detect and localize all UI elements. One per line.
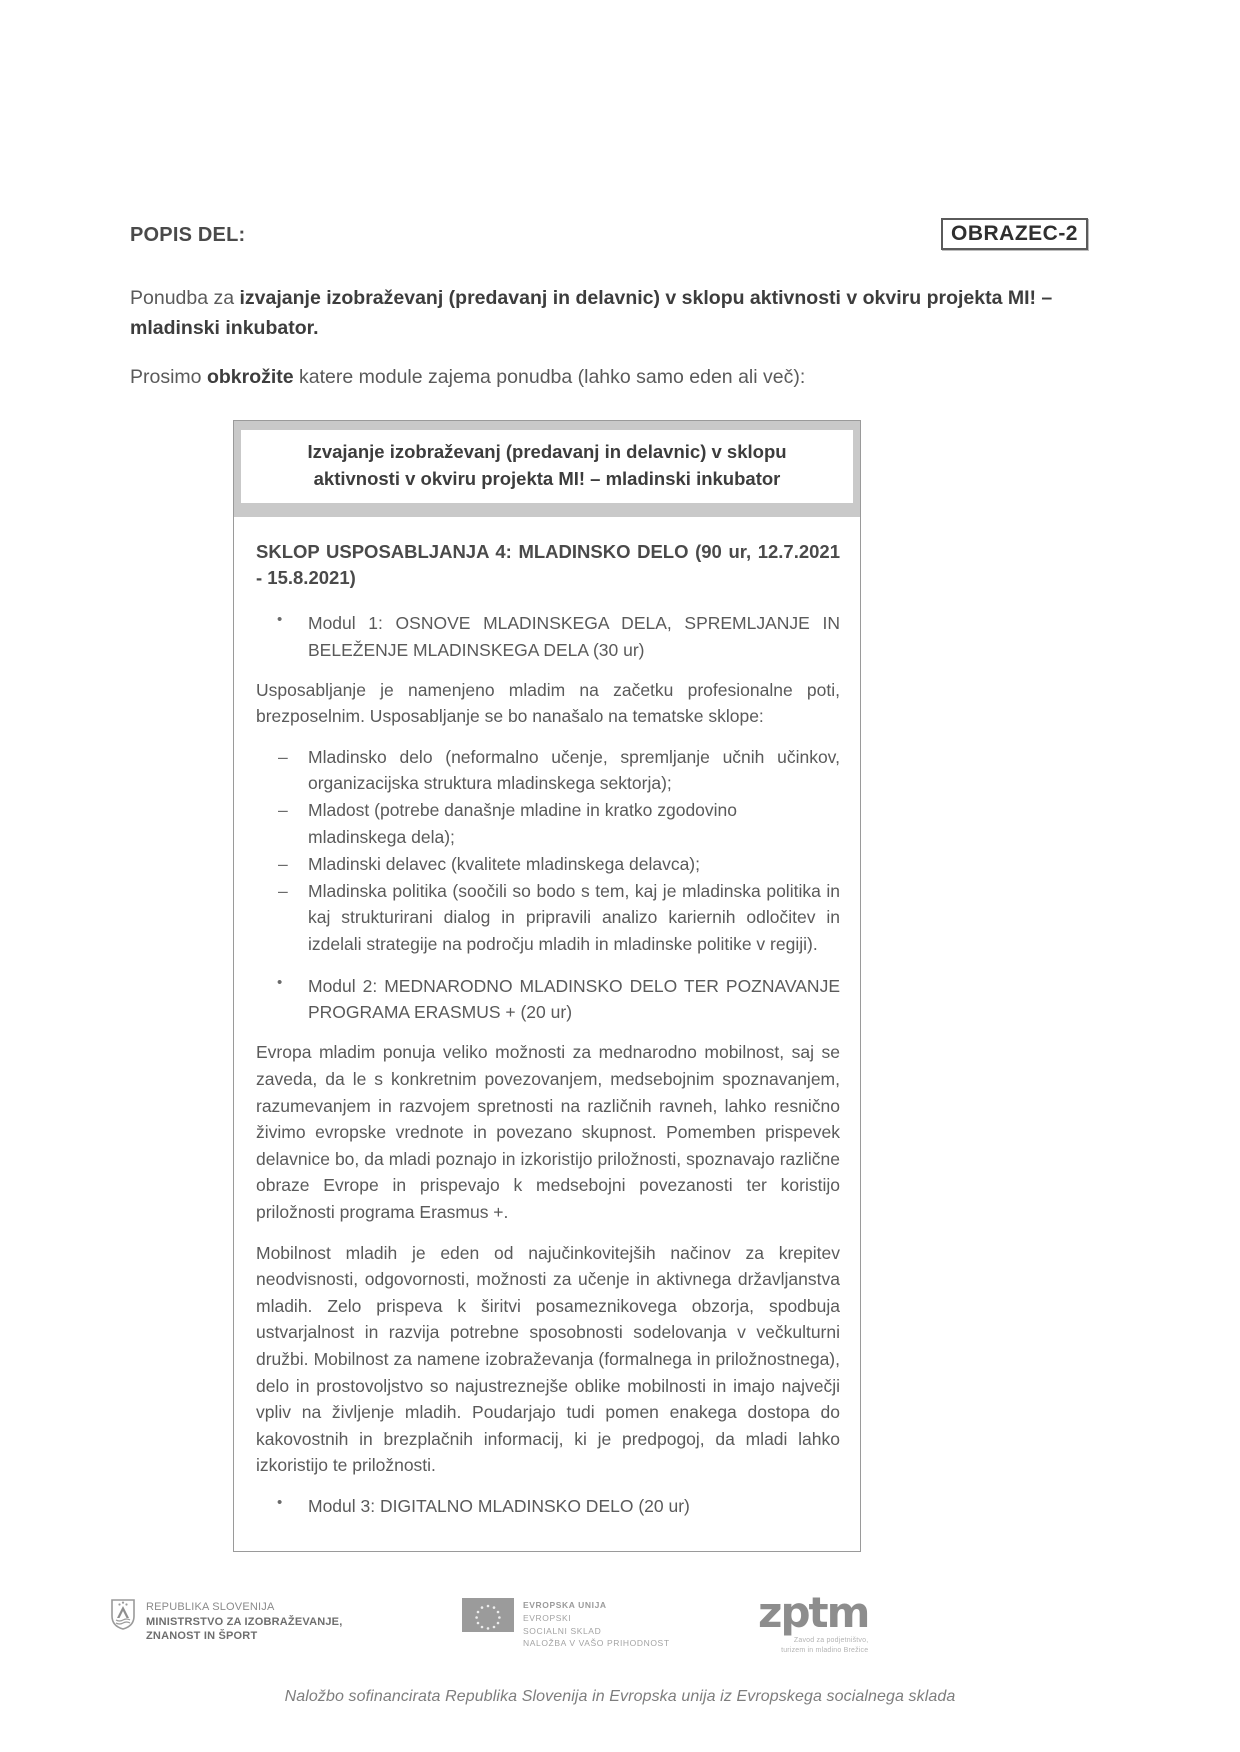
ministry-line-3: ZNANOST IN ŠPORT <box>146 1630 258 1643</box>
form-badge-wrap <box>941 218 1088 250</box>
module-list-1 <box>256 610 840 663</box>
intro-paragraph <box>130 283 1070 343</box>
instruction-paragraph <box>130 363 1070 392</box>
intro-bold: izvajanje izobraževanj (predavanj in delavnic) v sklopu aktivnosti v okviru projekta MI! – mladinski inkubator. <box>130 287 1053 340</box>
sklop-title: SKLOP USPOSABLJANJA 4: MLADINSKO DELO (90 ur, 12.7.2021 - 15.8.2021) <box>256 540 840 589</box>
topic-item: – Mladinsko delo (neformalno učenje, spremljanje učnih učinkov, organizacijska struktura mladinskega sektorja); <box>256 744 840 797</box>
module-2-paragraph-1: Evropa mladim ponuja veliko možnosti za mednarodno mobilnost, saj se zaveda, da le s konkretnim povezovanjem, medsebojnim spoznavanjem, razumevanjem in razvojem spretnosti na različnih ravneh, lahko resnično živimo evropske vrednote in povezano skupnost. Pomemben prispevek delavnice bo, da mladi poznajo in izkoristijo priložnosti, spoznavajo različne obraze Evrope in prispevajo k medsebojni povezanosti ter koristijo priložnosti programa Erasmus +. <box>256 1042 840 1222</box>
form-badge: OBRAZEC-2 <box>941 218 1088 250</box>
topic-item: – Mladost (potrebe današnje mladine in kratko zgodovino mladinskega dela); <box>256 797 840 850</box>
ministry-logo <box>110 1598 342 1644</box>
module-list-3 <box>256 1493 840 1519</box>
ministry-line-1: REPUBLIKA SLOVENIJA <box>146 1601 275 1613</box>
module-1-intro: Usposabljanje je namenjeno mladim na začetku profesionalne poti, brezposelnim. Usposabljanje se bo nanašalo na tematske sklope: <box>256 679 840 727</box>
table-header-band <box>234 421 860 517</box>
zptm-logo <box>758 1588 869 1656</box>
eu-line-4: NALOŽBA V VAŠO PRIHODNOST <box>523 1638 670 1649</box>
zptm-tagline-line-2: turizem in mladino Brežice <box>781 1646 869 1654</box>
eu-line-1: EVROPSKA UNIJA <box>523 1600 607 1610</box>
instruction-prefix: Prosimo <box>130 366 207 388</box>
table-header-line-2: aktivnosti v okviru projekta MI! – mladinski inkubator <box>313 467 781 489</box>
modules-table <box>233 420 861 1552</box>
module-list-2 <box>256 973 840 1026</box>
zptm-wordmark: zptm <box>758 1588 869 1637</box>
table-header-title <box>241 430 853 503</box>
page-footer <box>0 1588 1240 1752</box>
ministry-line-2: MINISTRSTVO ZA IZOBRAŽEVANJE, <box>146 1615 343 1628</box>
module-item-3[interactable]: • Modul 3: DIGITALNO MLADINSKO DELO (20 ur) <box>256 1493 840 1519</box>
instruction-suffix: katere module zajema ponudba (lahko samo eden ali več): <box>293 366 806 388</box>
slovenia-coat-of-arms-icon <box>110 1598 136 1630</box>
table-header-line-1: Izvajanje izobraževanj (predavanj in delavnic) v sklopu <box>307 441 787 462</box>
eu-line-3: SOCIALNI SKLAD <box>523 1625 602 1636</box>
table-body <box>234 517 860 1552</box>
ministry-logo-text <box>146 1598 342 1644</box>
module-item-1[interactable]: • Modul 1: OSNOVE MLADINSKEGA DELA, SPREMLJANJE IN BELEŽENJE MLADINSKEGA DELA (30 ur) <box>256 610 840 663</box>
instruction-bold: obkrožite <box>206 366 294 388</box>
footer-logos <box>0 1588 1240 1670</box>
eu-logo-text <box>523 1598 670 1650</box>
module-item-2[interactable]: • Modul 2: MEDNARODNO MLADINSKO DELO TER POZNAVANJE PROGRAMA ERASMUS + (20 ur) <box>256 973 840 1026</box>
module-1-topics <box>256 744 840 957</box>
funding-note: Naložbo sofinancirata Republika Slovenija in Evropska unija iz Evropskega socialnega sklada <box>284 1688 956 1705</box>
section-label-popis-del: POPIS DEL: <box>130 224 246 246</box>
eu-line-2: EVROPSKI <box>523 1612 572 1623</box>
topic-item: – Mladinska politika (soočili so bodo s tem, kaj je mladinska politika in kaj strukturirani dialog in pripravili analizo kariernih odločitev in izdelali strategije na področju mladih in mladinske politike v regiji). <box>256 878 840 957</box>
module-2-paragraph-2: Mobilnost mladih je eden od najučinkovitejših načinov za krepitev neodvisnosti, odgovornosti, možnosti za učenje in aktivnega državljanstva mladih. Zelo prispeva k širitvi posameznikovega obzorja, spodbuja ustvarjalnost in razvija potrebne sposobnosti sodelovanja v večkulturni družbi. Mobilnost za namene izobraževanja (formalnega in priložnostnega), delo in prostovoljstvo so najustreznejše oblike mobilnosti in imajo največji vpliv na življenje mladih. Poudarjajo tudi pomen enakega dostopa do kakovostnih in brezplačnih informacij, ki je predpogoj, da mladi lahko izkoristijo te priložnosti. <box>256 1242 840 1476</box>
zptm-tagline <box>758 1636 868 1656</box>
eu-stars-icon <box>462 1598 514 1632</box>
intro-prefix: Ponudba za <box>130 287 240 309</box>
eu-logo <box>462 1598 670 1650</box>
zptm-tagline-line-1: Zavod za podjetništvo, <box>793 1637 869 1644</box>
topic-item: – Mladinski delavec (kvalitete mladinskega delavca); <box>256 851 840 877</box>
eu-flag-icon <box>462 1598 514 1632</box>
